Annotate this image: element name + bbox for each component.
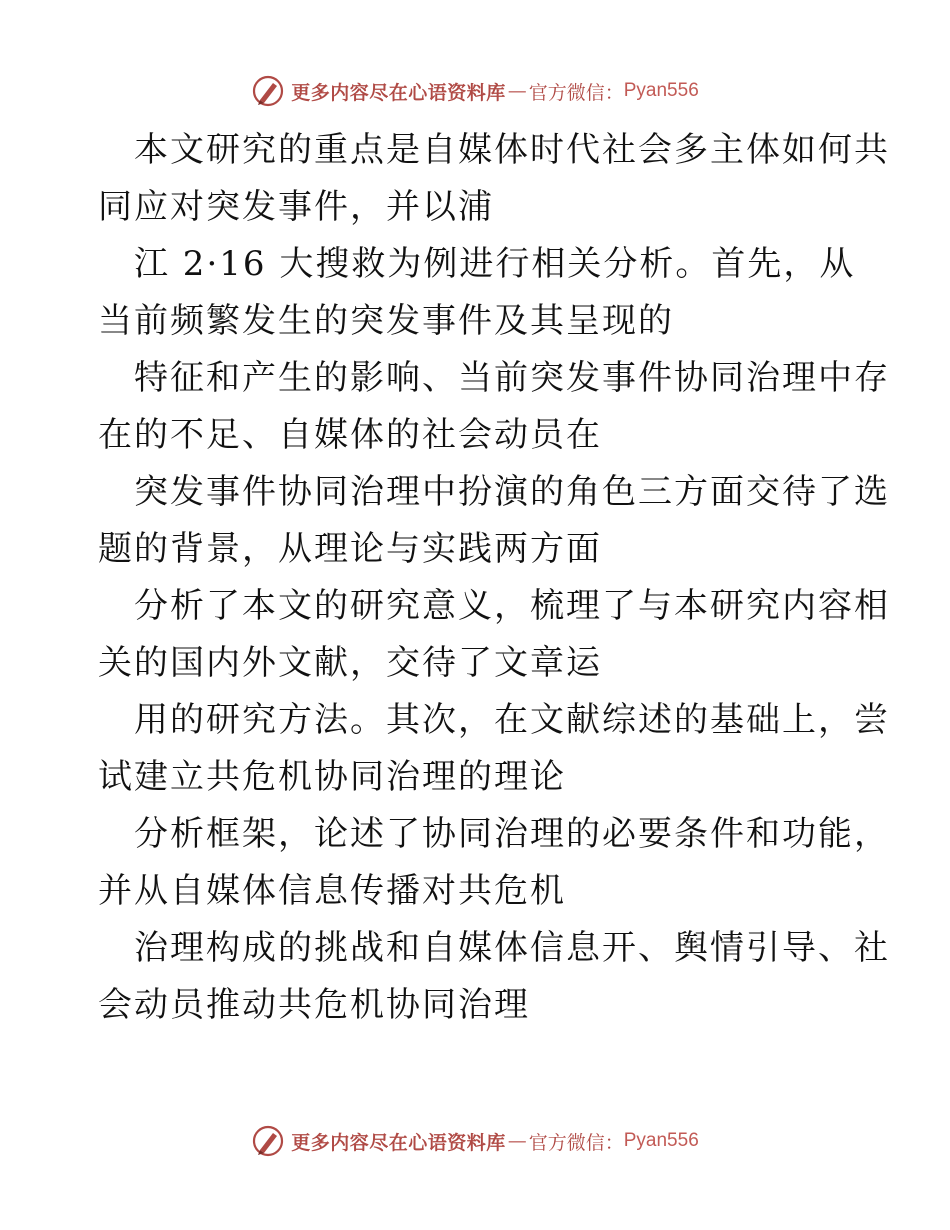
body-line: 关的国内外文献，交待了文章运 [98, 643, 602, 683]
body-line: 分析了本文的研究意义，梳理了与本研究内容相 [134, 586, 890, 626]
banner-wechat-label: 官方微信： [528, 81, 624, 104]
banner-separator: — [507, 1130, 527, 1152]
banner-wechat-id: Pyan556 [623, 1130, 699, 1151]
banner-main-text: 更多内容尽在心语资料库 [291, 1131, 506, 1154]
body-line: 特征和产生的影响、当前突发事件协同治理中存 [134, 358, 890, 398]
body-line: 会动员推动共危机协同治理 [98, 985, 530, 1025]
body-line: 治理构成的挑战和自媒体信息开、舆情引导、社 [134, 928, 890, 968]
body-line: 在的不足、自媒体的社会动员在 [98, 415, 602, 455]
banner-text [291, 1128, 699, 1155]
pen-logo-icon [251, 1124, 285, 1158]
banner-separator: — [507, 80, 527, 102]
banner-text [291, 78, 699, 105]
banner-main-text: 更多内容尽在心语资料库 [291, 81, 506, 104]
body-line: 分析框架，论述了协同治理的必要条件和功能， [134, 814, 890, 854]
body-line: 同应对突发事件，并以浦 [98, 187, 494, 227]
body-line: 江 2·16 大搜救为例进行相关分析。首先，从 [134, 244, 856, 284]
body-line: 突发事件协同治理中扮演的角色三方面交待了选 [134, 472, 890, 512]
banner-wechat-label: 官方微信： [528, 1131, 624, 1154]
pen-logo-icon [251, 74, 285, 108]
body-line: 并从自媒体信息传播对共危机 [98, 871, 566, 911]
header-watermark-banner [0, 74, 950, 108]
banner-wechat-id: Pyan556 [623, 80, 699, 101]
body-line: 本文研究的重点是自媒体时代社会多主体如何共 [134, 130, 890, 170]
body-line: 题的背景，从理论与实践两方面 [98, 529, 602, 569]
body-line: 试建立共危机协同治理的理论 [98, 757, 566, 797]
body-line: 用的研究方法。其次，在文献综述的基础上，尝 [134, 700, 890, 740]
document-body [98, 122, 890, 1034]
footer-watermark-banner [0, 1124, 950, 1158]
body-line: 当前频繁发生的突发事件及其呈现的 [98, 301, 674, 341]
